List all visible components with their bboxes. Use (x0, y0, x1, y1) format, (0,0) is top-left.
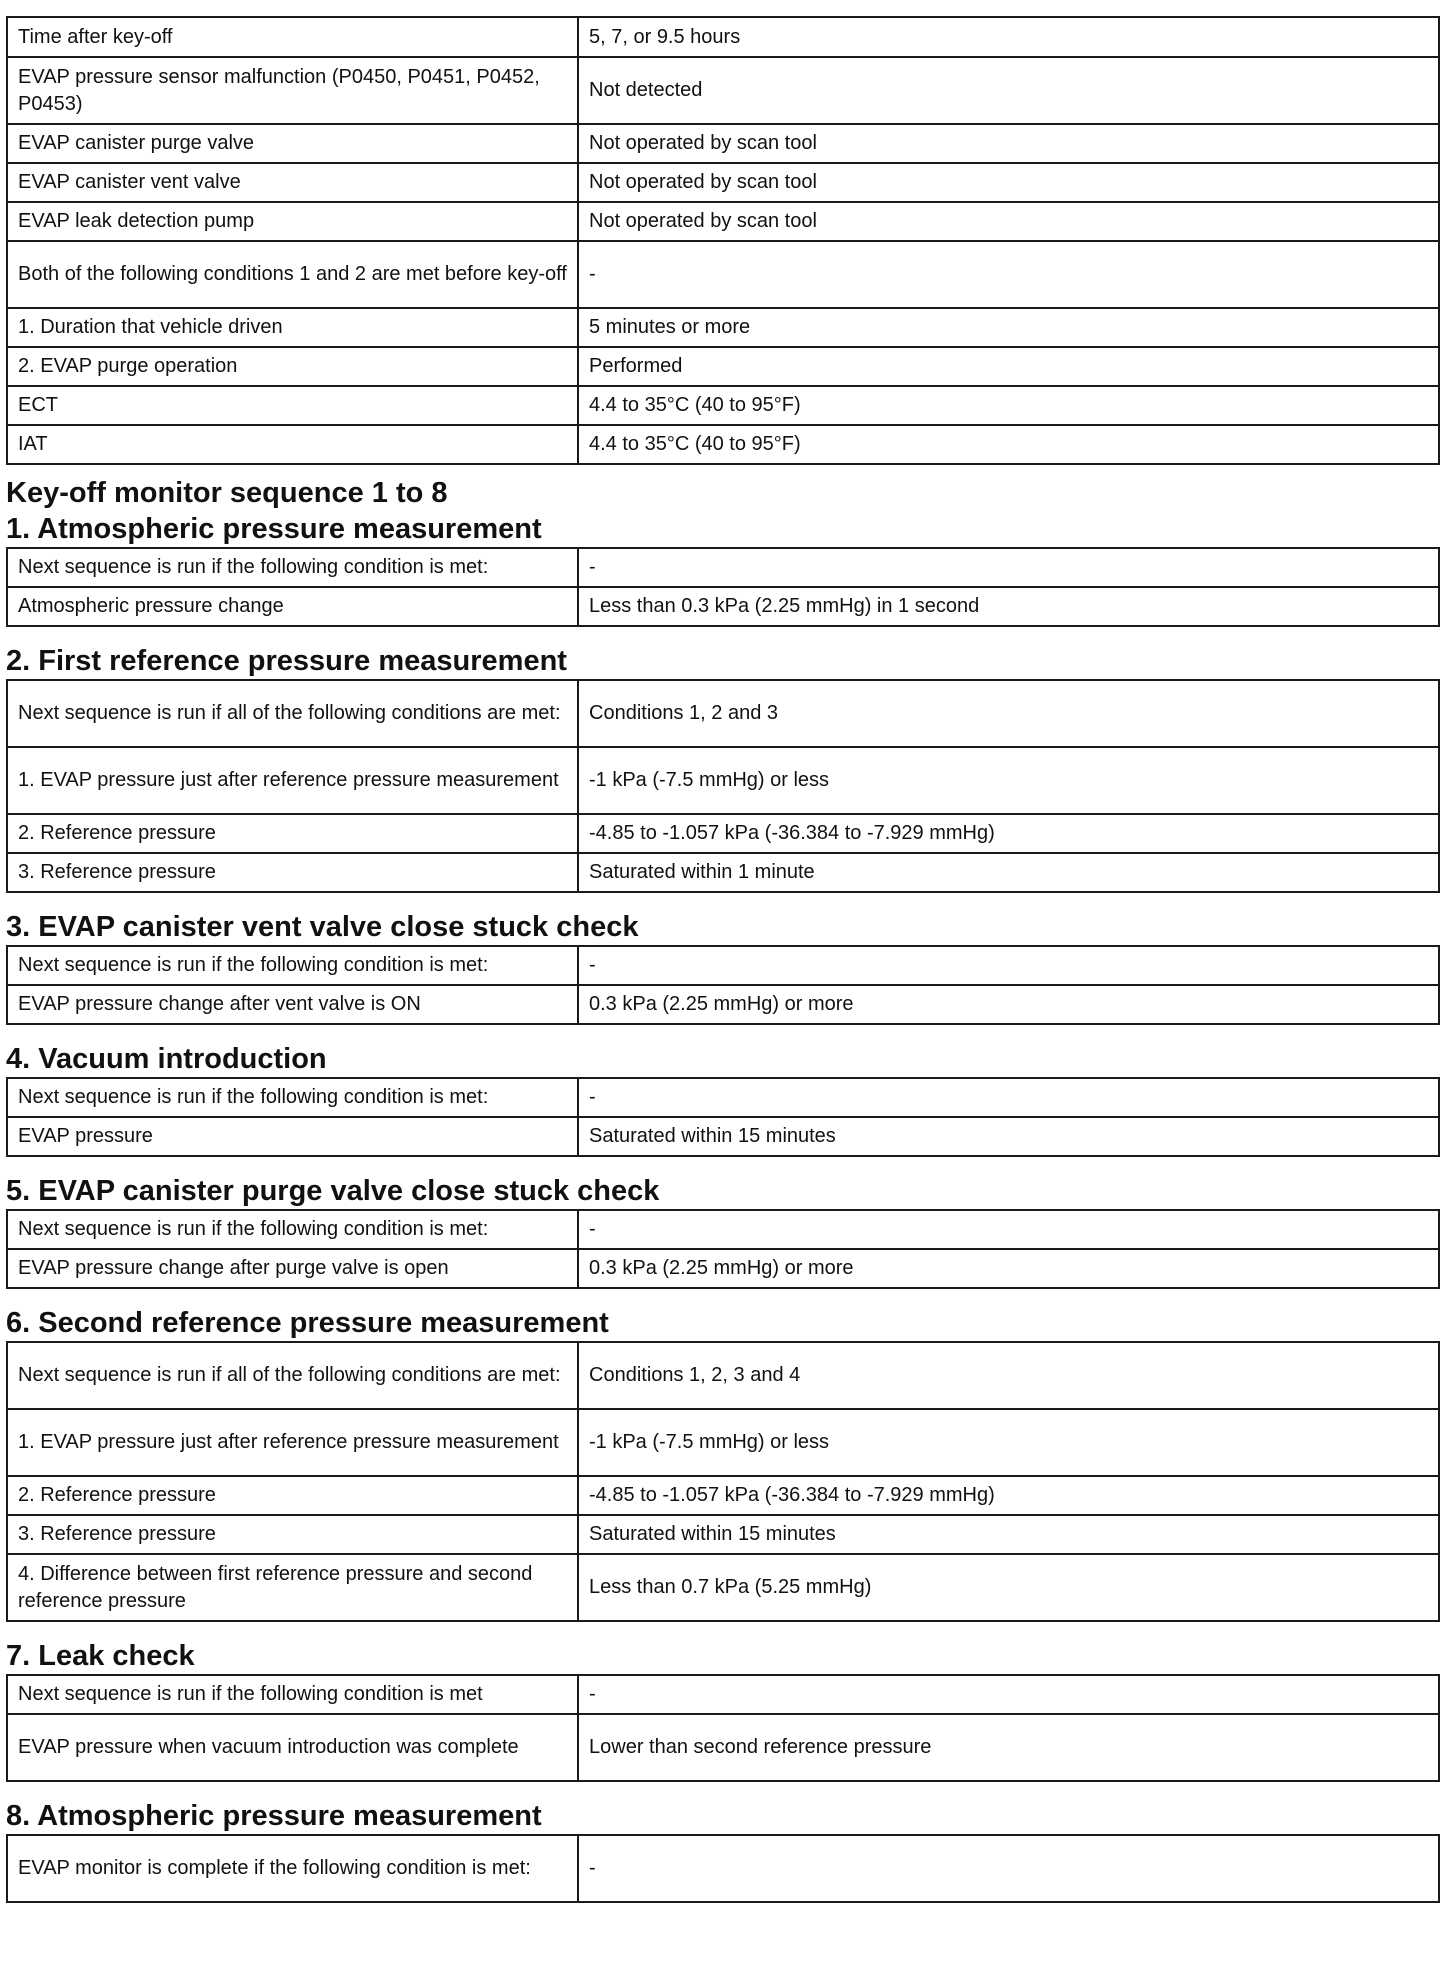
value-cell: Performed (578, 347, 1439, 386)
value-cell: 4.4 to 35°C (40 to 95°F) (578, 386, 1439, 425)
section-heading: 2. First reference pressure measurement (6, 645, 567, 677)
table-row (7, 386, 1439, 425)
section-heading: 4. Vacuum introduction (6, 1043, 327, 1075)
condition-cell: EVAP pressure change after vent valve is ON (7, 985, 578, 1024)
value-cell: Not operated by scan tool (578, 163, 1439, 202)
table-row (7, 1714, 1439, 1781)
table-row (7, 163, 1439, 202)
table-row (7, 1342, 1439, 1409)
spacer (6, 627, 1438, 643)
table-row (7, 57, 1439, 124)
condition-cell: EVAP canister purge valve (7, 124, 578, 163)
value-cell: -4.85 to -1.057 kPa (-36.384 to -7.929 mmHg) (578, 1476, 1439, 1515)
condition-cell: Next sequence is run if the following condition is met: (7, 1078, 578, 1117)
table-row (7, 347, 1439, 386)
condition-cell: Next sequence is run if the following condition is met: (7, 946, 578, 985)
value-cell: 0.3 kPa (2.25 mmHg) or more (578, 985, 1439, 1024)
table-row (7, 946, 1439, 985)
section-heading: 7. Leak check (6, 1640, 195, 1672)
table-row (7, 985, 1439, 1024)
table-row (7, 747, 1439, 814)
table-row (7, 1554, 1439, 1621)
spacer (6, 893, 1438, 909)
spacer (6, 1289, 1438, 1305)
section-heading: 1. Atmospheric pressure measurement (6, 513, 542, 545)
value-cell: - (578, 1835, 1439, 1902)
condition-cell: 3. Reference pressure (7, 1515, 578, 1554)
document-page (6, 16, 1438, 1903)
condition-cell: EVAP pressure (7, 1117, 578, 1156)
condition-cell: EVAP pressure change after purge valve is open (7, 1249, 578, 1288)
value-cell: Conditions 1, 2 and 3 (578, 680, 1439, 747)
sequence-title: Key-off monitor sequence 1 to 8 (6, 477, 448, 509)
condition-cell: Next sequence is run if all of the following conditions are met: (7, 1342, 578, 1409)
condition-cell: Atmospheric pressure change (7, 587, 578, 626)
value-cell: Saturated within 15 minutes (578, 1117, 1439, 1156)
table-row (7, 241, 1439, 308)
table-row (7, 1409, 1439, 1476)
condition-cell: Next sequence is run if all of the following conditions are met: (7, 680, 578, 747)
table-row (7, 202, 1439, 241)
value-cell: Conditions 1, 2, 3 and 4 (578, 1342, 1439, 1409)
table-row (7, 425, 1439, 464)
section-table (6, 1341, 1440, 1622)
table-row (7, 1078, 1439, 1117)
value-cell: -1 kPa (-7.5 mmHg) or less (578, 747, 1439, 814)
condition-cell: ECT (7, 386, 578, 425)
value-cell: 5, 7, or 9.5 hours (578, 17, 1439, 57)
table-row (7, 1117, 1439, 1156)
value-cell: Not detected (578, 57, 1439, 124)
value-cell: Lower than second reference pressure (578, 1714, 1439, 1781)
table-row (7, 587, 1439, 626)
value-cell: Less than 0.7 kPa (5.25 mmHg) (578, 1554, 1439, 1621)
condition-cell: 1. Duration that vehicle driven (7, 308, 578, 347)
table-row (7, 17, 1439, 57)
value-cell: 0.3 kPa (2.25 mmHg) or more (578, 1249, 1439, 1288)
condition-cell: 1. EVAP pressure just after reference pressure measurement (7, 1409, 578, 1476)
spacer (6, 1157, 1438, 1173)
table-row (7, 1210, 1439, 1249)
section-heading: 6. Second reference pressure measurement (6, 1307, 609, 1339)
condition-cell: 2. Reference pressure (7, 814, 578, 853)
condition-cell: EVAP monitor is complete if the following condition is met: (7, 1835, 578, 1902)
condition-cell: IAT (7, 425, 578, 464)
section-table (6, 1834, 1440, 1903)
condition-cell: 3. Reference pressure (7, 853, 578, 892)
condition-cell: EVAP canister vent valve (7, 163, 578, 202)
section-heading: 3. EVAP canister vent valve close stuck check (6, 911, 639, 943)
value-cell: - (578, 1675, 1439, 1714)
condition-cell: 2. Reference pressure (7, 1476, 578, 1515)
value-cell: - (578, 946, 1439, 985)
value-cell: - (578, 548, 1439, 587)
value-cell: 4.4 to 35°C (40 to 95°F) (578, 425, 1439, 464)
table-row (7, 308, 1439, 347)
section-heading: 8. Atmospheric pressure measurement (6, 1800, 542, 1832)
value-cell: - (578, 1078, 1439, 1117)
value-cell: Saturated within 1 minute (578, 853, 1439, 892)
condition-cell: 4. Difference between first reference pressure and second reference pressure (7, 1554, 578, 1621)
condition-cell: Next sequence is run if the following condition is met: (7, 548, 578, 587)
condition-cell: Time after key-off (7, 17, 578, 57)
table-row (7, 680, 1439, 747)
section-table (6, 1674, 1440, 1782)
condition-cell: EVAP pressure sensor malfunction (P0450, P0451, P0452, P0453) (7, 57, 578, 124)
condition-cell: EVAP pressure when vacuum introduction was complete (7, 1714, 578, 1781)
value-cell: Saturated within 15 minutes (578, 1515, 1439, 1554)
condition-cell: 1. EVAP pressure just after reference pressure measurement (7, 747, 578, 814)
table-row (7, 814, 1439, 853)
table-row (7, 1249, 1439, 1288)
section-table (6, 679, 1440, 893)
section-table (6, 945, 1440, 1025)
condition-cell: 2. EVAP purge operation (7, 347, 578, 386)
value-cell: Not operated by scan tool (578, 124, 1439, 163)
section-heading: 5. EVAP canister purge valve close stuck check (6, 1175, 660, 1207)
section-table (6, 1077, 1440, 1157)
condition-cell: Both of the following conditions 1 and 2 are met before key-off (7, 241, 578, 308)
table-row (7, 1476, 1439, 1515)
section-table (6, 1209, 1440, 1289)
spacer (6, 1782, 1438, 1798)
table-row (7, 124, 1439, 163)
value-cell: Less than 0.3 kPa (2.25 mmHg) in 1 second (578, 587, 1439, 626)
condition-cell: Next sequence is run if the following condition is met (7, 1675, 578, 1714)
value-cell: - (578, 1210, 1439, 1249)
value-cell: -1 kPa (-7.5 mmHg) or less (578, 1409, 1439, 1476)
table-row (7, 1835, 1439, 1902)
condition-cell: EVAP leak detection pump (7, 202, 578, 241)
condition-cell: Next sequence is run if the following condition is met: (7, 1210, 578, 1249)
table-row (7, 1515, 1439, 1554)
table-row (7, 548, 1439, 587)
value-cell: 5 minutes or more (578, 308, 1439, 347)
spacer (6, 1025, 1438, 1041)
value-cell: - (578, 241, 1439, 308)
intro-conditions-table (6, 16, 1440, 465)
spacer (6, 1622, 1438, 1638)
value-cell: -4.85 to -1.057 kPa (-36.384 to -7.929 mmHg) (578, 814, 1439, 853)
section-table (6, 547, 1440, 627)
value-cell: Not operated by scan tool (578, 202, 1439, 241)
table-row (7, 1675, 1439, 1714)
table-row (7, 853, 1439, 892)
